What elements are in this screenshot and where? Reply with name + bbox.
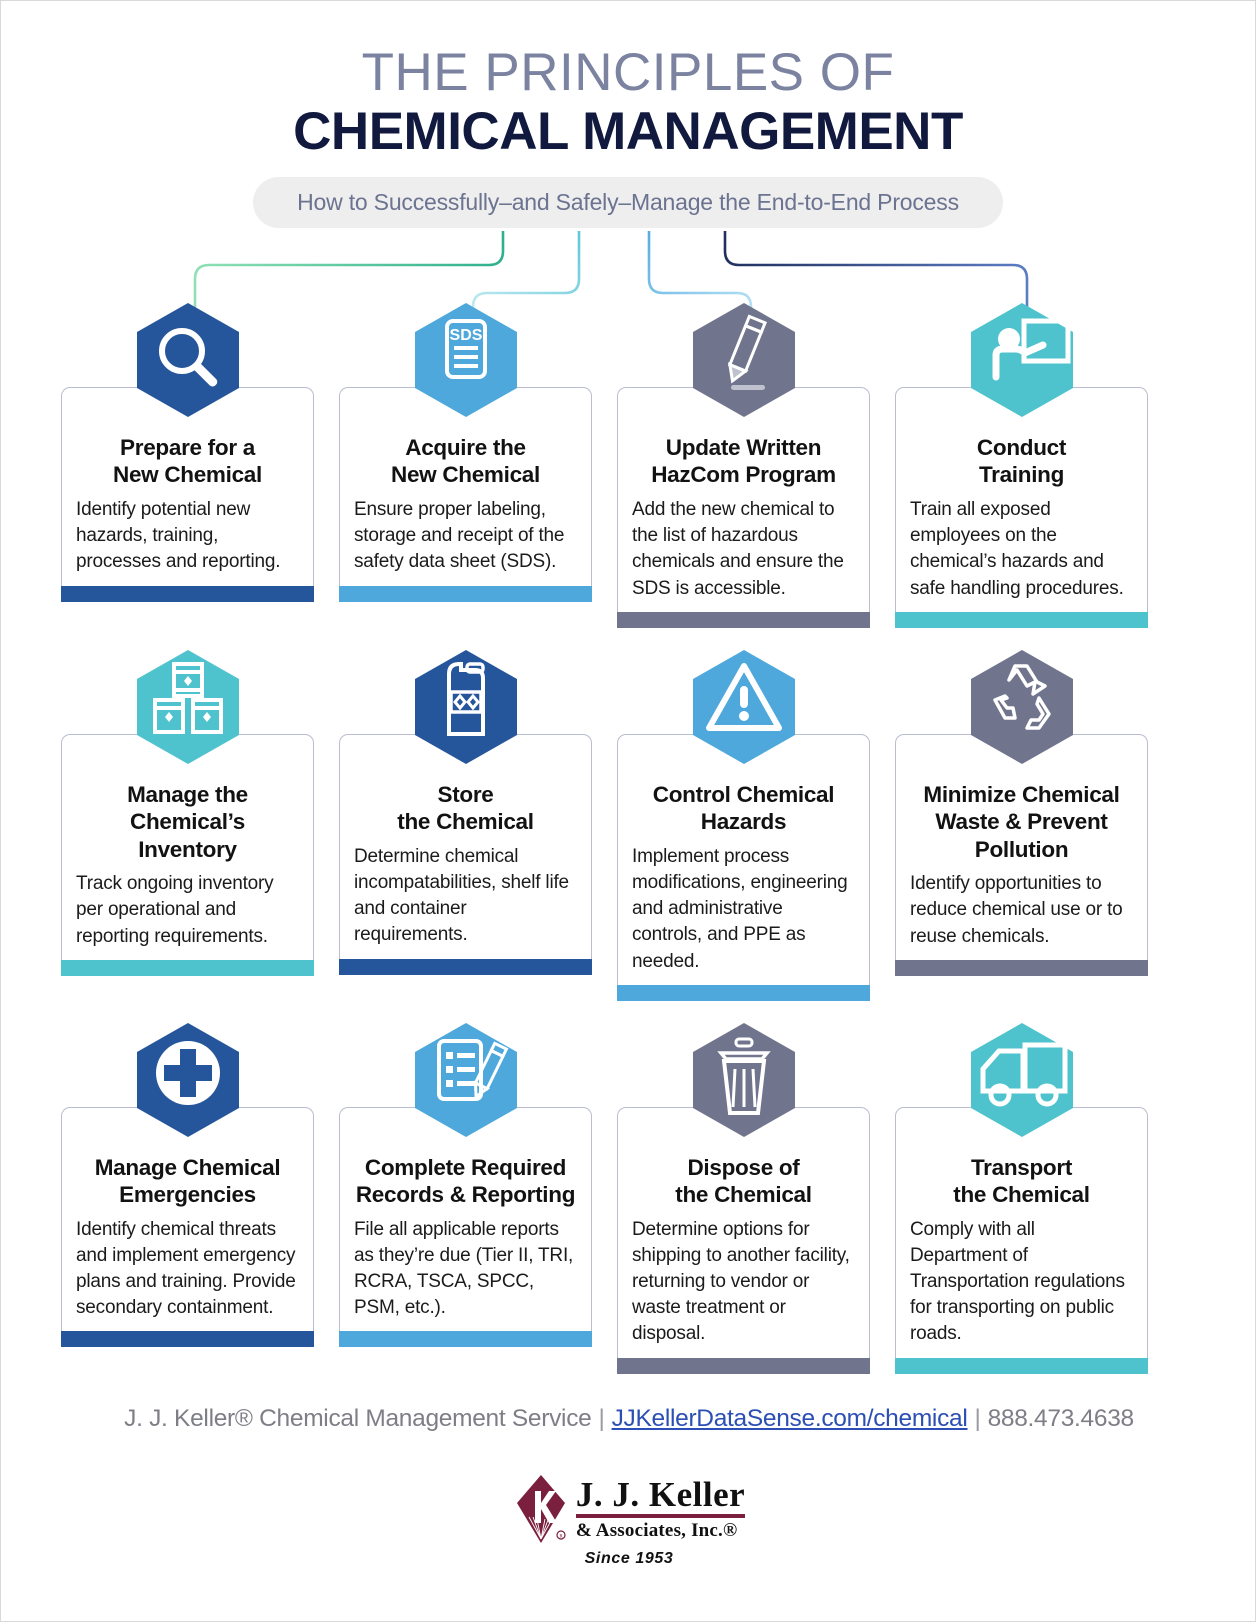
checklist-pencil-icon xyxy=(413,1021,519,1139)
jerrycan-icon xyxy=(413,648,519,766)
card-text: Track ongoing inventory per operational and reporting requirements. xyxy=(76,873,274,947)
medical-cross-icon xyxy=(135,1021,241,1139)
card-dispose-of-the-chemical[interactable] xyxy=(617,1021,870,1358)
card-text: Identify potential new hazards, training, processes and reporting. xyxy=(76,498,281,573)
card-text: Implement process modifications, engineering and administrative controls, and PPE as needed. xyxy=(632,845,848,972)
trainer-presentation-icon xyxy=(969,301,1075,419)
header xyxy=(1,1,1255,228)
card-title: Dispose of the Chemical xyxy=(675,1154,812,1208)
logo-since-text: Since 1953 xyxy=(584,1550,674,1567)
card-manage-the-chemicals-inventory[interactable] xyxy=(61,648,314,985)
footer xyxy=(1,1405,1256,1568)
truck-icon xyxy=(969,1021,1075,1139)
subtitle-pill: How to Successfully–and Safely–Manage the End-to-End Process xyxy=(253,177,1003,228)
card-title: Complete Required Records & Reporting xyxy=(355,1154,576,1208)
card-body-wrapper xyxy=(617,734,870,985)
card-body-wrapper xyxy=(339,734,592,959)
card-title: Conduct Training xyxy=(976,435,1067,488)
card-store-the-chemical[interactable] xyxy=(339,648,592,985)
card-minimize-chemical-waste-prevent-pollution[interactable] xyxy=(895,648,1148,985)
subtitle-wrapper xyxy=(1,177,1255,228)
card-text: File all applicable reports as they’re due (Tier II, TRI, RCRA, TSCA, SPCC, PSM, etc.). xyxy=(354,1218,574,1319)
card-prepare-for-a-new-chemical[interactable] xyxy=(61,301,314,612)
card-complete-required-records-reporting[interactable] xyxy=(339,1021,592,1358)
footer-phone: 888.473.4638 xyxy=(987,1405,1134,1432)
card-body-wrapper xyxy=(895,1107,1148,1358)
card-text: Train all exposed employees on the chemical’s hazards and safe handling procedures. xyxy=(910,498,1124,599)
card-title: Control Chemical Hazards xyxy=(652,781,835,835)
card-text: Comply with all Department of Transportation regulations for transporting on public roads. xyxy=(910,1218,1125,1345)
card-accent-bar xyxy=(339,959,592,975)
card-accent-bar xyxy=(339,1331,592,1347)
card-body-wrapper xyxy=(339,1107,592,1332)
card-title: Update Written HazCom Program xyxy=(651,435,836,488)
card-update-written-hazcom-program[interactable] xyxy=(617,301,870,612)
card-title: Manage Chemical Emergencies xyxy=(94,1154,281,1208)
card-accent-bar xyxy=(339,586,592,602)
drums-inventory-icon xyxy=(135,648,241,766)
trash-can-icon xyxy=(691,1021,797,1139)
card-title: Acquire the New Chemical xyxy=(391,435,540,488)
card-accent-bar xyxy=(617,1358,870,1374)
card-text: Determine chemical incompatabilities, shelf life and container requirements. xyxy=(354,845,569,946)
card-title: Prepare for a New Chemical xyxy=(113,435,262,488)
jjkeller-diamond-mark xyxy=(513,1473,569,1545)
card-text: Identify chemical threats and implement emergency plans and training. Provide secondary containment. xyxy=(76,1218,296,1319)
card-accent-bar xyxy=(895,960,1148,976)
card-row-1 xyxy=(61,301,1197,612)
card-conduct-training[interactable] xyxy=(895,301,1148,612)
card-body-wrapper xyxy=(617,1107,870,1358)
recycle-icon xyxy=(969,648,1075,766)
sds-document-icon xyxy=(413,301,519,419)
card-body-wrapper xyxy=(895,734,1148,960)
card-body-wrapper xyxy=(61,1107,314,1332)
card-accent-bar xyxy=(61,586,314,602)
footer-separator-2: | xyxy=(974,1405,981,1432)
card-accent-bar xyxy=(61,1331,314,1347)
card-manage-chemical-emergencies[interactable] xyxy=(61,1021,314,1358)
footer-text-line xyxy=(1,1405,1256,1433)
card-accent-bar xyxy=(61,960,314,976)
svg-text:R: R xyxy=(559,1534,563,1540)
card-text: Identify opportunities to reduce chemical use or to reuse chemicals. xyxy=(910,873,1123,947)
title-line-1: THE PRINCIPLES OF xyxy=(361,43,895,102)
card-acquire-the-new-chemical[interactable] xyxy=(339,301,592,612)
card-control-chemical-hazards[interactable] xyxy=(617,648,870,985)
card-text: Ensure proper labeling, storage and receipt of the safety data sheet (SDS). xyxy=(354,498,565,573)
cards-grid xyxy=(61,301,1197,1368)
card-accent-bar xyxy=(895,1358,1148,1374)
logo-company-sub: & Associates, Inc.® xyxy=(575,1519,738,1541)
card-title: Store the Chemical xyxy=(397,781,534,835)
logo-company-name: J. J. Keller xyxy=(576,1477,745,1518)
card-title: Minimize Chemical Waste & Prevent Pollution xyxy=(923,781,1120,862)
magnifying-glass-icon xyxy=(135,301,241,419)
card-body-wrapper xyxy=(617,387,870,612)
jjkeller-logo xyxy=(1,1473,1256,1568)
card-accent-bar xyxy=(617,985,870,1001)
card-row-3 xyxy=(61,1021,1197,1358)
card-accent-bar xyxy=(895,612,1148,628)
card-title: Transport the Chemical xyxy=(953,1154,1090,1208)
warning-triangle-icon xyxy=(691,648,797,766)
card-text: Add the new chemical to the list of hazardous chemicals and ensure the SDS is accessible. xyxy=(632,498,844,599)
card-title: Manage the Chemical’s Inventory xyxy=(127,781,248,862)
pencil-icon xyxy=(691,301,797,419)
card-body-wrapper xyxy=(895,387,1148,612)
card-row-2 xyxy=(61,648,1197,985)
footer-service-label: J. J. Keller® Chemical Management Service xyxy=(124,1405,592,1432)
svg-text:SDS: SDS xyxy=(449,327,482,344)
title-line-2: CHEMICAL MANAGEMENT xyxy=(293,101,963,161)
card-body-wrapper xyxy=(61,734,314,960)
footer-separator-1: | xyxy=(598,1405,605,1432)
card-text: Determine options for shipping to another facility, returning to vendor or waste treatment or disposal. xyxy=(632,1218,850,1345)
card-transport-the-chemical[interactable] xyxy=(895,1021,1148,1358)
footer-website-link[interactable]: JJKellerDataSense.com/chemical xyxy=(611,1405,968,1432)
card-accent-bar xyxy=(617,612,870,628)
